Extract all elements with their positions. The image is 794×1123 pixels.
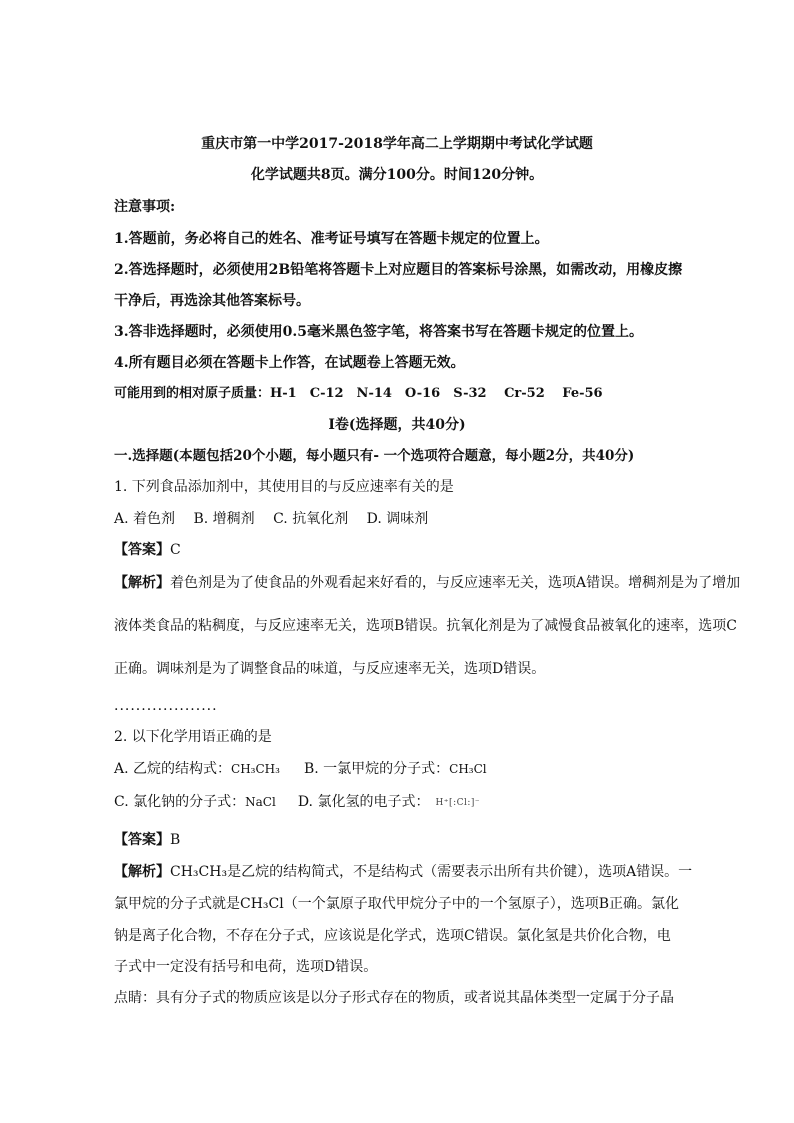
- notice-item-1: 1.答题前，务必将自己的姓名、准考证号填写在答题卡规定的位置上。: [114, 231, 549, 247]
- answer-label: 【答案】: [114, 542, 170, 558]
- analysis-text: CH₃CH₃是乙烷的结构简式，不是结构式（需要表示出所有共价键），选项A错误。一: [170, 864, 693, 880]
- notice-item-3: 3.答非选择题时，必须使用0.5毫米黑色签字笔，将答案书写在答题卡规定的位置上。: [114, 324, 643, 340]
- analysis-label: 【解析】: [114, 864, 170, 880]
- q2-option-a-formula: CH₃CH₃: [231, 762, 280, 776]
- notice-heading: 注意事项:: [114, 199, 176, 215]
- notice-item-2-cont: 干净后，再选涂其他答案标号。: [114, 293, 310, 309]
- q2-analysis-line-1: [114, 862, 692, 882]
- q2-analysis-line-4: 子式中一定没有括号和电荷，选项D错误。: [114, 959, 378, 975]
- analysis-label: 【解析】: [114, 575, 170, 591]
- atomic-masses: 可能用到的相对原子质量：H-1 C-12 N-14 O-16 S-32 Cr-52 Fe-56: [114, 386, 603, 401]
- q2-option-b-label: B. 一氯甲烷的分子式：: [303, 761, 450, 777]
- q2-option-a-label: A. 乙烷的结构式：: [114, 761, 232, 777]
- q2-analysis-line-2: 氯甲烷的分子式就是CH₃Cl（一个氯原子取代甲烷分子中的一个氢原子），选项B正确。氯化: [114, 896, 680, 912]
- q2-option-b-formula: CH₃Cl: [449, 762, 487, 776]
- exam-title: 重庆市第一中学2017-2018学年高二上学期期中考试化学试题: [201, 136, 593, 152]
- notice-item-2: 2.答选择题时，必须使用2B铅笔将答题卡上对应题目的答案标号涂黑，如需改动，用橡皮擦: [114, 262, 683, 278]
- q1-analysis-line-1: [114, 573, 740, 593]
- answer-label: 【答案】: [114, 832, 170, 848]
- separator-dots: ...................: [114, 698, 218, 714]
- q1-stem: 1. 下列食品添加剂中，其使用目的与反应速率有关的是: [114, 479, 454, 495]
- section-title: I卷(选择题，共40分): [328, 417, 466, 433]
- q2-option-d-label: D. 氯化氢的电子式：: [297, 794, 430, 810]
- hcl-electron-formula: H⁺[:Cl:]⁻: [435, 798, 481, 808]
- q1-analysis-line-3: 正确。调味剂是为了调整食品的味道，与反应速率无关，选项D错误。: [114, 661, 546, 677]
- notice-item-4: 4.所有题目必须在答题卡上作答，在试题卷上答题无效。: [114, 355, 465, 371]
- answer-value: C: [170, 542, 181, 558]
- answer-value: B: [170, 832, 181, 848]
- q2-options-ab: [114, 759, 487, 779]
- q2-option-c-label: C. 氯化钠的分子式：: [114, 794, 246, 810]
- q2-options-cd: [114, 792, 480, 813]
- analysis-text: 着色剂是为了使食品的外观看起来好看的，与反应速率无关，选项A错误。增稠剂是为了增加: [170, 575, 741, 591]
- q1-analysis-line-2: 液体类食品的粘稠度，与反应速率无关，选项B错误。抗氧化剂是为了减慢食品被氧化的速率，选项C: [114, 618, 737, 634]
- q2-option-c-formula: NaCl: [245, 795, 276, 809]
- section-intro: 一.选择题(本题包括20个小题，每小题只有- 一个选项符合题意，每小题2分，共40分): [114, 448, 635, 464]
- exam-subtitle: 化学试题共8页。满分100分。时间120分钟。: [250, 167, 544, 183]
- q2-stem: 2. 以下化学用语正确的是: [114, 729, 272, 745]
- q1-options: A. 着色剂 B. 增稠剂 C. 抗氧化剂 D. 调味剂: [114, 511, 429, 527]
- q2-answer: [114, 830, 180, 850]
- q2-note: 点睛：具有分子式的物质应该是以分子形式存在的物质，或者说其晶体类型一定属于分子晶: [114, 990, 674, 1006]
- q2-analysis-line-3: 钠是离子化合物，不存在分子式，应该说是化学式，选项C错误。氯化氢是共价化合物，电: [114, 928, 671, 944]
- q1-answer: [114, 540, 181, 560]
